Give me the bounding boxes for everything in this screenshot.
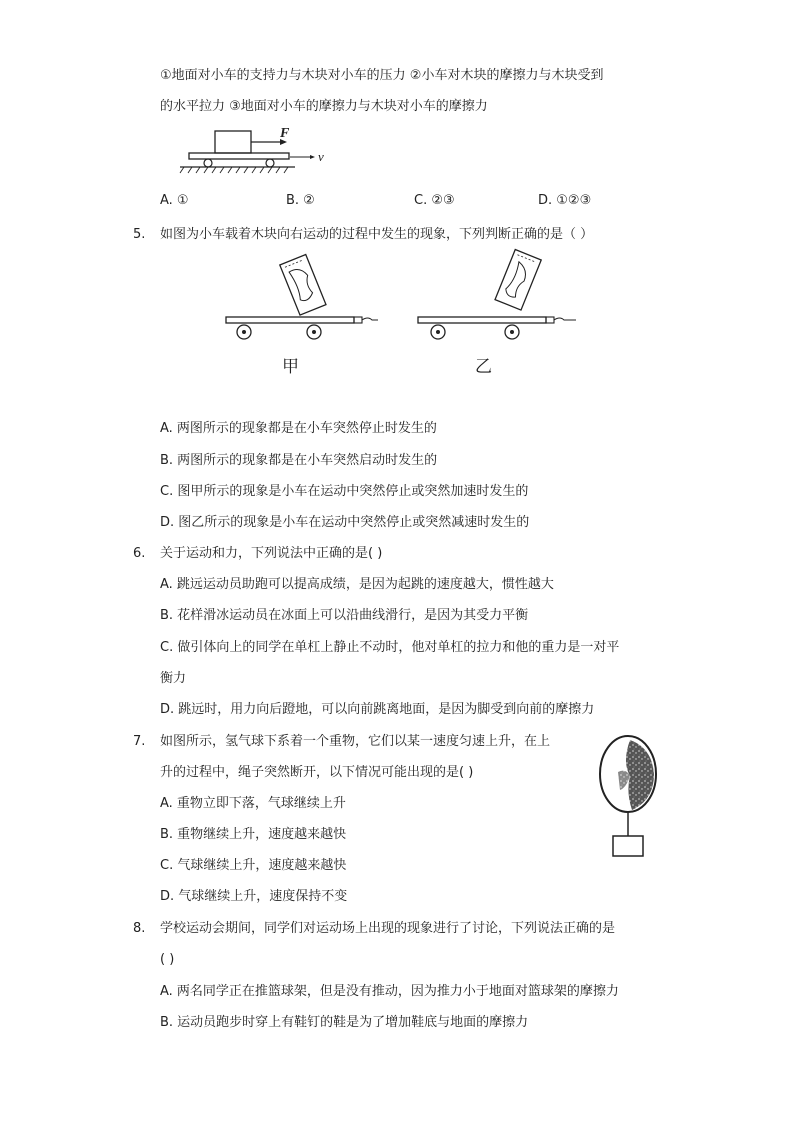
q4-option-d: D. ①②③ — [538, 193, 592, 208]
label-yi: 乙 — [475, 357, 492, 377]
q7-option-d: D. 气球继续上升，速度保持不变 — [160, 889, 348, 904]
cart-block-force-figure — [180, 125, 340, 185]
q5-option-a: A. 两图所示的现象都是在小车突然停止时发生的 — [160, 421, 437, 436]
label-jia: 甲 — [282, 357, 299, 377]
q7-option-c: C. 气球继续上升，速度越来越快 — [160, 858, 347, 873]
q4-statement-line1: ①地面对小车的支持力与木块对小车的压力 ②小车对木块的摩擦力与木块受到 — [160, 68, 604, 83]
q5-option-d: D. 图乙所示的现象是小车在运动中突然停止或突然减速时发生的 — [160, 515, 530, 530]
q5-number: 5. — [133, 227, 146, 242]
figure-jia — [226, 255, 378, 377]
q6-number: 6. — [133, 546, 146, 561]
q6-option-d: D. 跳远时，用力向后蹬地，可以向前跳离地面，是因为脚受到向前的摩擦力 — [160, 702, 595, 717]
q7-stem-line2: 升的过程中，绳子突然断开，以下情况可能出现的是( ) — [160, 765, 474, 780]
velocity-label: v — [318, 149, 324, 164]
q6-stem: 关于运动和力，下列说法中正确的是( ) — [160, 546, 383, 561]
q8-stem-line2: ( ) — [160, 952, 175, 967]
q4-option-c: C. ②③ — [414, 193, 455, 208]
q8-option-b: B. 运动员跑步时穿上有鞋钉的鞋是为了增加鞋底与地面的摩擦力 — [160, 1015, 529, 1030]
q6-option-c-line2: 衡力 — [160, 671, 187, 686]
q4-statement-line2: 的水平拉力 ③地面对小车的摩擦力与木块对小车的摩擦力 — [160, 99, 488, 114]
q6-option-b: B. 花样滑冰运动员在冰面上可以沿曲线滑行，是因为其受力平衡 — [160, 608, 529, 623]
q7-number: 7. — [133, 734, 146, 749]
q6-option-c-line1: C. 做引体向上的同学在单杠上静止不动时，他对单杠的拉力和他的重力是一对平 — [160, 640, 620, 655]
q8-number: 8. — [133, 921, 146, 936]
q8-option-a: A. 两名同学正在推篮球架，但是没有推动，因为推力小于地面对篮球架的摩擦力 — [160, 984, 619, 999]
q6-option-a: A. 跳远运动员助跑可以提高成绩，是因为起跳的速度越大，惯性越大 — [160, 577, 554, 592]
cart-inertia-figure — [222, 255, 582, 380]
balloon-weight-figure — [596, 732, 666, 862]
q4-option-b: B. ② — [286, 193, 315, 208]
q5-option-b: B. 两图所示的现象都是在小车突然启动时发生的 — [160, 453, 438, 468]
q8-stem-line1: 学校运动会期间，同学们对运动场上出现的现象进行了讨论，下列说法正确的是 — [160, 921, 616, 936]
q7-option-b: B. 重物继续上升，速度越来越快 — [160, 827, 347, 842]
force-label: F — [280, 126, 290, 141]
q7-option-a: A. 重物立即下落，气球继续上升 — [160, 796, 346, 811]
q5-stem: 如图为小车载着木块向右运动的过程中发生的现象，下列判断正确的是（ ） — [160, 227, 594, 242]
q7-stem-line1: 如图所示，氢气球下系着一个重物，它们以某一速度匀速上升，在上 — [160, 734, 551, 749]
figure-yi — [418, 250, 576, 377]
q5-option-c: C. 图甲所示的现象是小车在运动中突然停止或突然加速时发生的 — [160, 484, 529, 499]
q4-option-a: A. ① — [160, 193, 189, 208]
